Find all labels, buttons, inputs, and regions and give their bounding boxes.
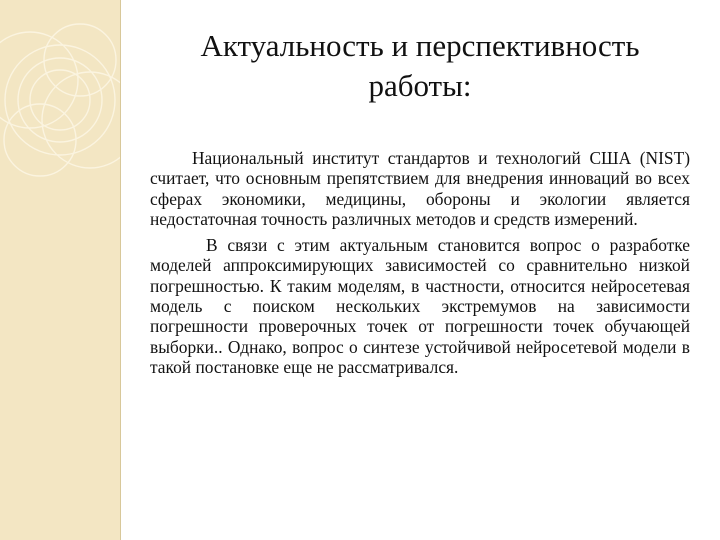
circle-ornament-icon [0,0,120,540]
body-paragraph-2: В связи с этим актуальным становится вопрос о разработке моделей аппроксимирующих зависимостей со сравнительно низкой погрешностью. К таким моделям, в частности, относится нейросетевая модель с поиском нескольких экстремумов на зависимости погрешности проверочных точек от погрешности точек обучающей выборки.. Однако, вопрос о синтезе устойчивой нейросетевой модели в такой постановке еще не рассматривался. [150,235,690,377]
decorative-side-panel [0,0,120,540]
body-paragraph-1: Национальный институт стандартов и технологий США (NIST) считает, что основным препятствием для внедрения инноваций во всех сферах экономики, медицины, обороны и экологии является недостаточная точность различных методов и средств измерений. [150,148,690,229]
slide-title [140,26,700,106]
slide-title-line-1: Актуальность и перспективность [200,28,640,63]
side-panel-divider [120,0,121,540]
slide-body [150,148,690,383]
slide-title-line-2: работы: [368,68,472,103]
